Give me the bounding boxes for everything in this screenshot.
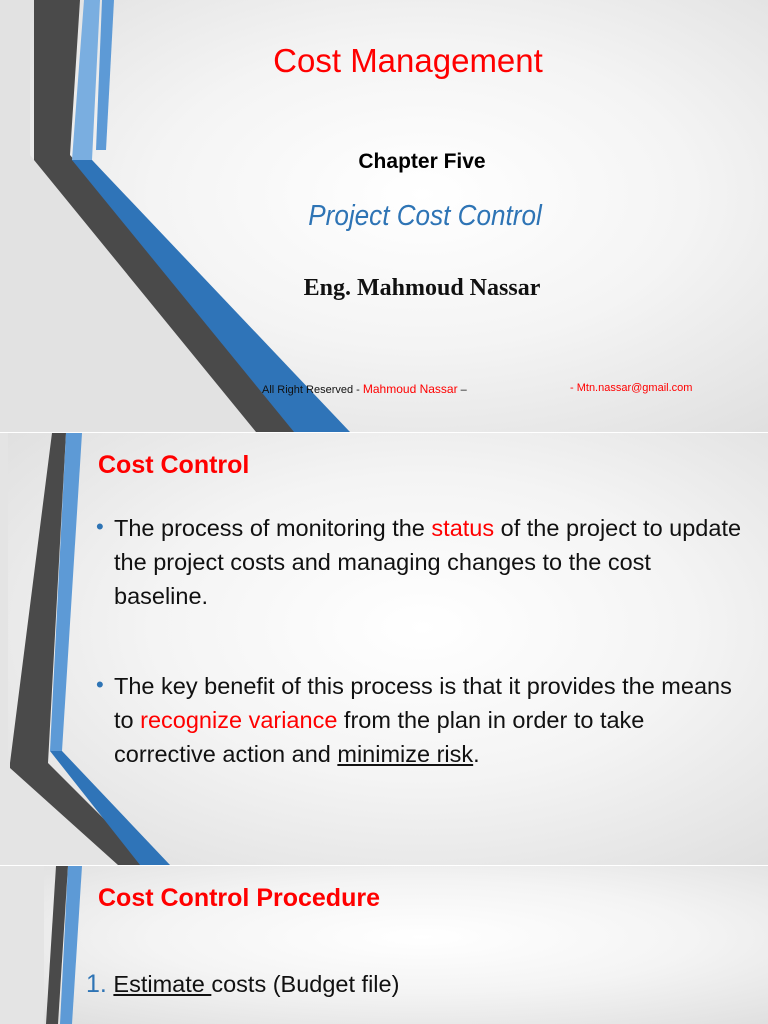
copyright-prefix: All Right Reserved - [262,384,363,396]
bullet-text-part: of the project to update the project costs and managing changes to the cost baseline. [114,515,742,609]
bullet-text [96,511,746,613]
bullet-text [96,669,746,771]
procedure-step [86,970,399,999]
underlined-minimize-risk: minimize risk [337,741,474,767]
bullet-text-part: The process of monitoring the [114,515,432,541]
step-text: costs (Budget file) [211,971,400,997]
bullet-point [96,511,746,613]
presentation-title: Cost Management [273,42,543,79]
highlight-status: status [431,515,495,541]
copyright-owner: Mahmoud Nassar [362,382,458,396]
bullet-text-part: . [473,741,480,767]
bullet-icon: • [96,514,104,539]
cost-control-procedure-slide [0,866,768,1024]
stripe-decoration [0,433,768,865]
step-keyword: Estimate [113,971,212,997]
slide-heading: Cost Control Procedure [98,884,380,912]
highlight-recognize-variance: recognize variance [140,707,338,733]
step-number: 1. [86,970,107,998]
author-name: Eng. Mahmoud Nassar [303,275,541,301]
contact-email: - Mtn.nassar@gmail.com [570,382,693,394]
bullet-icon: • [96,672,104,697]
chapter-subtitle: Project Cost Control [308,200,542,232]
bullet-point [96,669,746,771]
copyright-footer [262,382,467,396]
cost-control-slide [0,433,768,865]
chapter-label: Chapter Five [358,150,486,173]
title-slide [0,0,768,432]
bullet-text-part: from the plan in order to take corrective action and [114,707,645,767]
bullet-text-part: The key benefit of this process is that it provides the means to [114,673,732,733]
copyright-dash: – [457,384,467,396]
slide-heading: Cost Control [98,451,250,479]
